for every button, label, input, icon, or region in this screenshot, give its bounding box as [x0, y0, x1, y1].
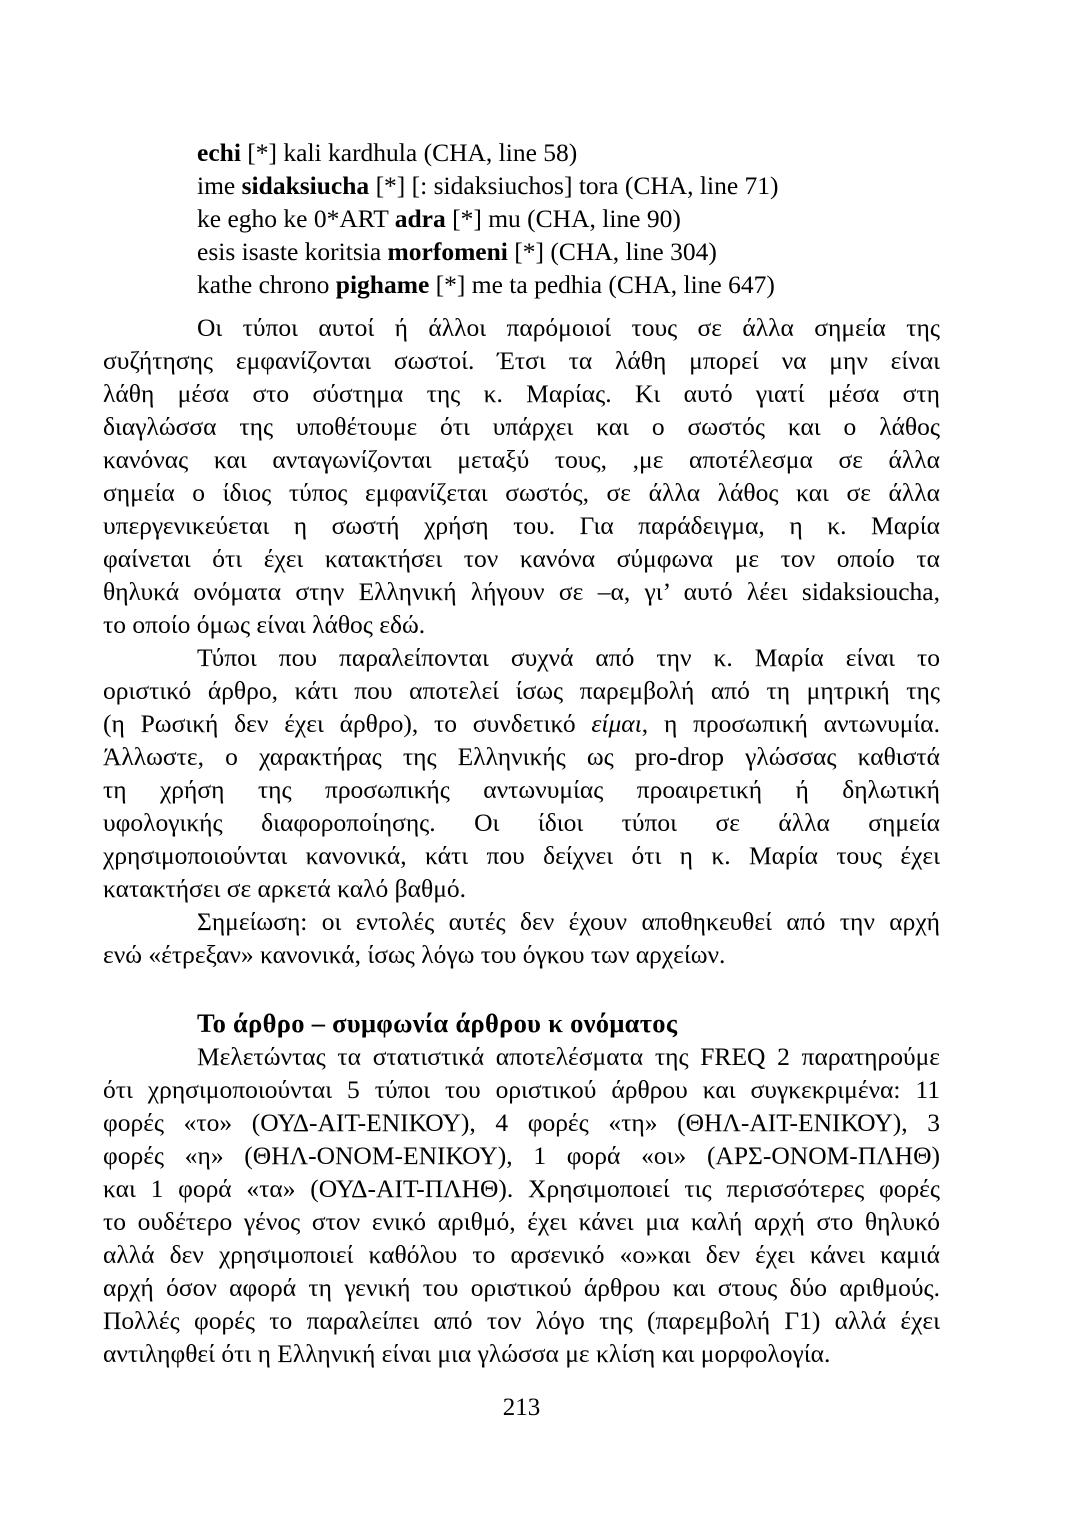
text-line: Πολλές φορές το παραλείπει από τον λόγο της (παρεμβολή Γ1) αλλά έχει — [103, 1306, 940, 1335]
text-line: συζήτησης εμφανίζονται σωστοί. Έτσι τα λάθη μπορεί να μην είναι — [103, 346, 940, 375]
text-line: σημεία ο ίδιος τύπος εμφανίζεται σωστός, σε άλλα λάθος και σε άλλα — [103, 478, 940, 507]
text-segment: esis isaste koritsia — [197, 237, 388, 266]
text-line: αντιληφθεί ότι η Ελληνική είναι μια γλώσσα με κλίση και μορφολογία. — [103, 1339, 831, 1368]
text-line: Άλλωστε, ο χαρακτήρας της Ελληνικής ως pro-drop γλώσσας καθιστά — [103, 742, 940, 771]
text-line: αρχή όσον αφορά τη γενική του οριστικού άρθρου και στους δύο αριθμούς. — [103, 1273, 940, 1302]
text-segment: ke egho ke 0*ART — [197, 204, 395, 233]
text-line: κατακτήσει σε αρκετά καλό βαθμό. — [103, 874, 466, 903]
text-segment: [*] me ta pedhia (CHA, line 647) — [429, 270, 775, 299]
text-line: υφολογικής διαφοροποίησης. Οι ίδιοι τύποι σε άλλα σημεία — [103, 808, 940, 837]
text-line — [103, 707, 940, 740]
text-line: οριστικό άρθρο, κάτι που αποτελεί ίσως παρεμβολή από τη μητρική της — [103, 676, 940, 705]
paragraph-2 — [103, 641, 940, 905]
text-line: Τύποι που παραλείπονται συχνά από την κ. Μαρία είναι το — [197, 643, 940, 672]
text-line: θηλυκά ονόματα στην Ελληνική λήγουν σε –α, γι’ αυτό λέει sidaksioucha, — [103, 577, 940, 606]
text-segment: ime — [197, 171, 242, 200]
text-line: κανόνας και ανταγωνίζονται μεταξύ τους, ,με αποτέλεσμα σε άλλα — [103, 445, 940, 474]
paragraph-3 — [103, 905, 940, 971]
text-line: ότι χρησιμοποιούνται 5 τύποι του οριστικού άρθρου και συγκεκριμένα: 11 — [103, 1075, 940, 1104]
text-line: Σημείωση: οι εντολές αυτές δεν έχουν αποθηκευθεί από την αρχή — [197, 907, 940, 936]
text-segment: kathe chrono — [197, 270, 336, 299]
text-line — [103, 202, 940, 235]
bold-text: pighame — [335, 270, 430, 299]
text-segment: [*] (CHA, line 304) — [507, 237, 717, 266]
bold-text: adra — [394, 204, 446, 233]
paragraph-1 — [103, 311, 940, 641]
text-column — [103, 136, 940, 1424]
text-line: και 1 φορά «τα» (ΟΥΔ-ΑΙΤ-ΠΛΗΘ). Χρησιμοποιεί τις περισσότερες φορές — [103, 1174, 940, 1203]
bold-text: echi — [197, 138, 241, 167]
text-line: τη χρήση της προσωπικής αντωνυμίας προαιρετική ή δηλωτική — [103, 775, 940, 804]
text-line: φαίνεται ότι έχει κατακτήσει τον κανόνα σύμφωνα με τον οποίο τα — [103, 544, 940, 573]
text-line — [103, 136, 940, 169]
text-line: αλλά δεν χρησιμοποιεί καθόλου το αρσενικό «ο»και δεν έχει κάνει καμιά — [103, 1240, 940, 1269]
text-line: διαγλώσσα της υποθέτουμε ότι υπάρχει και ο σωστός και ο λάθος — [103, 412, 940, 441]
italic-text: είμαι — [591, 709, 642, 738]
text-line — [103, 235, 940, 268]
text-segment: , η προσωπική αντωνυμία. — [641, 709, 940, 738]
bold-text: sidaksiucha — [241, 171, 370, 200]
example-lines — [103, 136, 940, 301]
text-line — [103, 268, 940, 301]
text-line: Μελετώντας τα στατιστικά αποτελέσματα της FREQ 2 παρατηρούμε — [197, 1042, 940, 1071]
paragraph-4 — [103, 1040, 940, 1370]
text-line: φορές «η» (ΘΗΛ-ΟΝΟΜ-ΕΝΙΚΟΥ), 1 φορά «οι» (ΑΡΣ-ΟΝΟΜ-ΠΛΗΘ) — [103, 1141, 940, 1170]
text-segment: [*] kali kardhula (CHA, line 58) — [240, 138, 578, 167]
bold-text: morfomeni — [387, 237, 508, 266]
text-line — [103, 169, 940, 202]
text-line: χρησιμοποιούνται κανονικά, κάτι που δείχνει ότι η κ. Μαρία τους έχει — [103, 841, 940, 870]
text-line: Οι τύποι αυτοί ή άλλοι παρόμοιοί τους σε άλλα σημεία της — [197, 313, 940, 342]
text-line: λάθη μέσα στο σύστημα της κ. Μαρίας. Κι αυτό γιατί μέσα στη — [103, 379, 940, 408]
text-line: το οποίο όμως είναι λάθος εδώ. — [103, 610, 426, 639]
section-heading: Το άρθρο – συμφωνία άρθρου κ ονόματος — [197, 1008, 678, 1038]
text-line: φορές «το» (ΟΥΔ-ΑΙΤ-ΕΝΙΚΟΥ), 4 φορές «τη» (ΘΗΛ-ΑΙΤ-ΕΝΙΚΟΥ), 3 — [103, 1108, 940, 1137]
text-line: ενώ «έτρεξαν» κανονικά, ίσως λόγω του όγκου των αρχείων. — [103, 940, 726, 969]
text-line: το ουδέτερο γένος στον ενικό αριθμό, έχει κάνει μια καλή αρχή στο θηλυκό — [103, 1207, 940, 1236]
text-segment: (η Ρωσική δεν έχει άρθρο), το συνδετικό — [103, 709, 592, 738]
page-number: 213 — [502, 1394, 541, 1421]
text-segment: [*] [: sidaksiuchos] tora (CHA, line 71) — [369, 171, 779, 200]
text-segment: [*] mu (CHA, line 90) — [445, 204, 681, 233]
text-line: υπεργενικεύεται η σωστή χρήση του. Για παράδειγμα, η κ. Μαρία — [103, 511, 940, 540]
